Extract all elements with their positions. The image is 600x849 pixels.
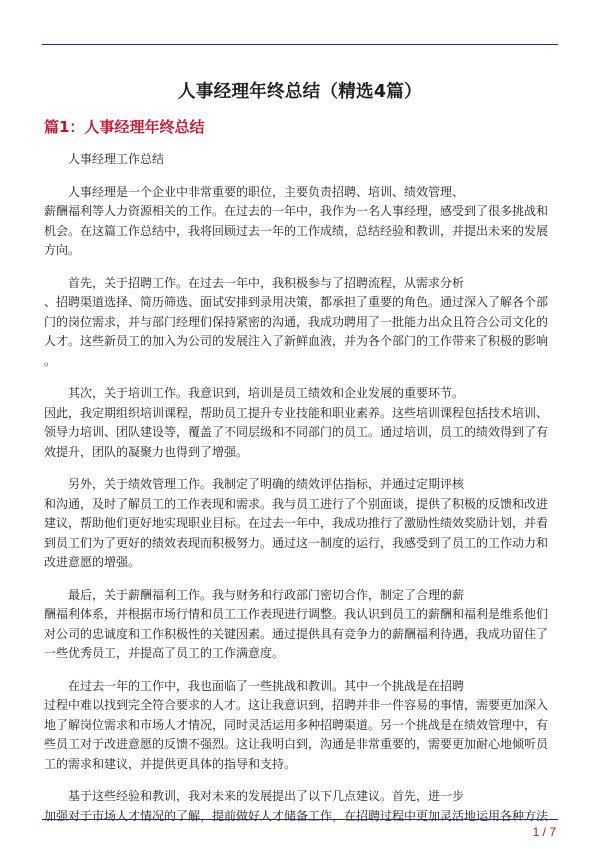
text-line: 。 bbox=[44, 353, 57, 368]
text-line: 方向。 bbox=[44, 243, 81, 257]
text-line: 薪酬福利等人力资源相关的工作。在过去的一年中，我作为一名人事经理，感受到了很多挑战和 bbox=[44, 204, 549, 218]
text-line: 一些优秀员工，并提高了员工的工作满意度。 bbox=[44, 646, 285, 660]
text-line: 人才。这些新员工的加入为公司的发展注入了新鲜血液，并为各个部门的工作带来了积极的影响 bbox=[44, 334, 549, 348]
text-line: 和沟通，及时了解员工的工作表现和需求。我与员工进行了个别面谈，提供了积极的反馈和改进 bbox=[44, 496, 549, 511]
text-line: 改进意愿的增强。 bbox=[44, 555, 141, 569]
text-line: 人事经理是一个企业中非常重要的职位，主要负责招聘、培训、绩效管理、 bbox=[68, 184, 465, 199]
text-line: 最后，关于薪酬福利工作。我与财务和行政部门密切合作，制定了合理的薪 bbox=[68, 587, 465, 602]
text-line: 些员工对于改进意愿的反馈不强烈。这让我明白到，沟通是非常重要的，需要更加耐心地倾听员 bbox=[44, 737, 549, 751]
text-line: 加强对于市场人才情况的了解，提前做好人才储备工作，在招聘过程中更加灵活地运用各种方法 bbox=[44, 808, 549, 823]
text-line: 、招聘渠道选择、简历筛选、面试安排到录用决策，都承担了重要的角色。通过深入了解各个部 bbox=[44, 295, 549, 309]
document-body bbox=[44, 150, 556, 839]
paragraph bbox=[44, 475, 556, 573]
text-line: 基于这些经验和教训，我对未来的发展提出了以下几点建议。首先，进一步 bbox=[68, 789, 465, 803]
text-line: 因此，我定期组织培训课程，帮助员工提升专业技能和职业素养。这些培训课程包括技术培训、 bbox=[44, 405, 549, 420]
text-line: 首先，关于招聘工作。在过去一年中，我积极参与了招聘流程，从需求分析 bbox=[68, 275, 465, 290]
page-indicator: 1 / 7 bbox=[532, 825, 556, 839]
paragraph bbox=[44, 787, 556, 826]
text-line: 过程中难以找到完全符合要求的人才。这让我意识到，招聘并非一件容易的事情，需要更加深入 bbox=[44, 698, 549, 712]
header-rule bbox=[42, 44, 558, 45]
text-line: 另外，关于绩效管理工作。我制定了明确的绩效评估指标，并通过定期评核 bbox=[68, 477, 465, 491]
paragraph bbox=[44, 274, 556, 372]
paragraph bbox=[44, 677, 556, 775]
paragraph bbox=[44, 586, 556, 664]
text-line: 地了解岗位需求和市场人才情况，同时灵活运用多种招聘渠道。另一个挑战是在绩效管理中，有 bbox=[44, 717, 549, 732]
section-title: 篇1：人事经理年终总结 bbox=[44, 118, 205, 136]
text-line: 门的岗位需求，并与部门经理们保持紧密的沟通，我成功聘用了一批能力出众且符合公司文化的 bbox=[44, 314, 549, 329]
text-line: 效提升，团队的凝聚力也得到了增强。 bbox=[44, 444, 249, 459]
text-line: 工的需求和建议，并提供更具体的指导和支持。 bbox=[44, 756, 297, 771]
text-line: 对公司的忠诚度和工作积极性的关键因素。通过提供具有竞争力的薪酬福利待遇，我成功留住了 bbox=[44, 626, 549, 641]
document-title: 人事经理年终总结（精选4篇） bbox=[178, 82, 422, 102]
paragraph bbox=[44, 384, 556, 462]
subheading bbox=[44, 150, 556, 170]
text-line: 机会。在这篇工作总结中，我将回顾过去一年的工作成绩，总结经验和教训，并提出未来的发展 bbox=[44, 223, 549, 238]
paragraph bbox=[44, 183, 556, 261]
text-line: 建议，帮助他们更好地实现职业目标。在过去一年中，我成功推行了激励性绩效奖励计划，并看 bbox=[44, 516, 549, 530]
text-line: 酬福利体系，并根据市场行情和员工工作表现进行调整。我认识到员工的薪酬和福利是维系他们 bbox=[44, 607, 549, 621]
footer-rule bbox=[42, 819, 558, 820]
text-line: 其次，关于培训工作。我意识到，培训是员工绩效和企业发展的重要环节。 bbox=[68, 386, 465, 400]
text-line: 在过去一年的工作中，我也面临了一些挑战和教训。其中一个挑战是在招聘 bbox=[68, 678, 465, 693]
text-line: 领导力培训、团队建设等，覆盖了不同层级和不同部门的员工。通过培训，员工的绩效得到了有 bbox=[44, 425, 549, 439]
text-line: 到员工们为了更好的绩效表现而积极努力。通过这一制度的运行，我感受到了员工的工作动力和 bbox=[44, 535, 549, 550]
subheading-text: 人事经理工作总结 bbox=[68, 152, 165, 166]
